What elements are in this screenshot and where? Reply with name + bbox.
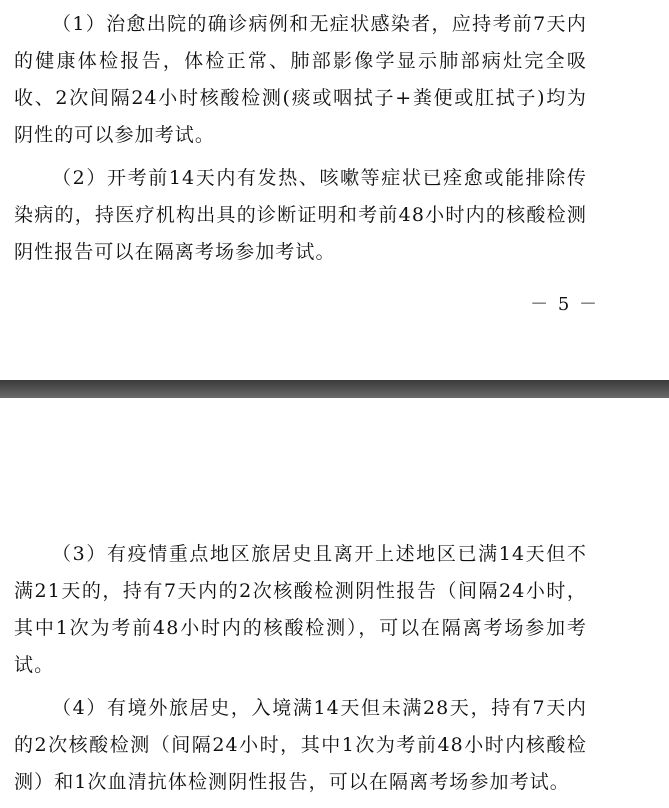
paragraph-1: （1）治愈出院的确诊病例和无症状感染者，应持考前7天内的健康体检报告，体检正常、肺部影像学显示肺部病灶完全吸收、2次间隔24小时核酸检测(痰或咽拭子+粪便或肛拭子)均为阴性的可以参加考试。: [14, 13, 587, 146]
page-separator: [0, 380, 669, 398]
paragraph-4: （4）有境外旅居史，入境满14天但未满28天，持有7天内的2次核酸检测（间隔24小时，其中1次为考前48小时内核酸检测）和1次血清抗体检测阴性报告，可以在隔离考场参加考试。: [14, 697, 587, 793]
paragraph-2: （2）开考前14天内有发热、咳嗽等症状已痊愈或能排除传染病的，持医疗机构出具的诊断证明和考前48小时内的核酸检测阴性报告可以在隔离考场参加考试。: [14, 167, 587, 263]
document-page-5: [0, 0, 669, 380]
page-number: － 5 －: [530, 294, 599, 315]
document-page-6: [0, 398, 669, 808]
paragraph-3: （3）有疫情重点地区旅居史且离开上述地区已满14天但不满21天的，持有7天内的2次核酸检测阴性报告（间隔24小时，其中1次为考前48小时内的核酸检测），可以在隔离考场参加考试。: [14, 543, 587, 676]
